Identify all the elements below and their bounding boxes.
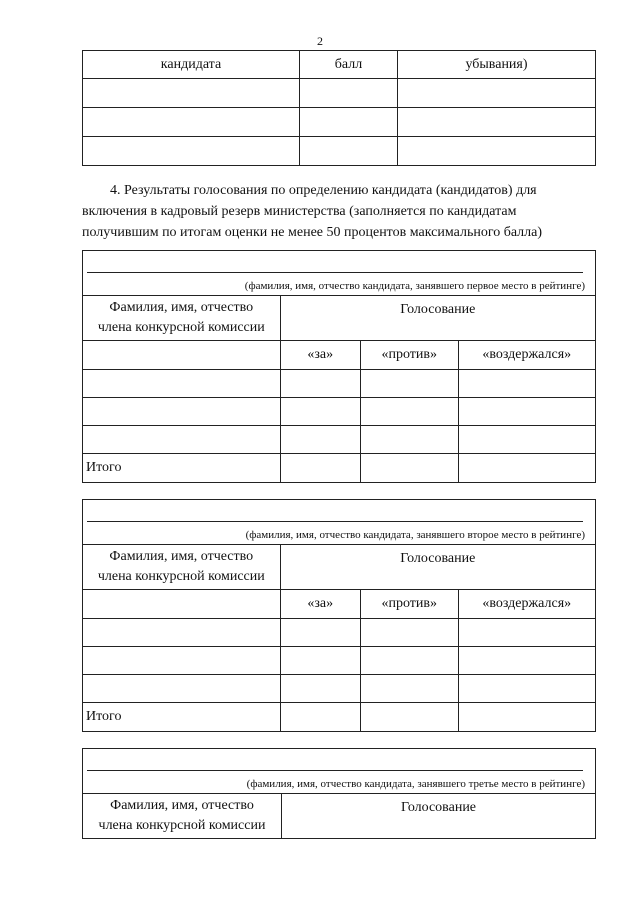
table-cell — [300, 79, 398, 108]
paragraph-line: получившим по итогам оценки не менее 50 процентов максимального балла) — [82, 225, 543, 240]
voting-table-third-place — [82, 748, 596, 839]
paragraph-line: 4. Результаты голосования по определению кандидата (кандидатов) для — [110, 183, 537, 198]
vote-header: Голосование — [280, 296, 595, 341]
table-cell — [83, 79, 300, 108]
table-cell — [300, 108, 398, 137]
table-row — [83, 137, 596, 166]
header-score: балл — [300, 51, 398, 79]
header-candidate: кандидата — [83, 51, 300, 79]
table-row — [83, 426, 596, 454]
table-row — [83, 398, 596, 426]
total-row — [83, 454, 596, 483]
vote-abstain-header: «воздержался» — [458, 590, 596, 619]
table-cell — [83, 108, 300, 137]
vote-against-header: «против» — [360, 341, 458, 370]
table-row — [83, 370, 596, 398]
table-row — [83, 619, 596, 647]
vote-abstain-header: «воздержался» — [458, 341, 596, 370]
table-row — [83, 675, 596, 703]
table-cell — [300, 137, 398, 166]
table-cell — [398, 108, 596, 137]
candidate-name-cell — [83, 500, 596, 545]
table-cell — [398, 137, 596, 166]
paragraph-line: включения в кадровый резерв министерства (заполняется по кандидатам — [82, 204, 517, 219]
candidate-caption: (фамилия, имя, отчество кандидата, занявшего первое место в рейтинге) — [244, 280, 585, 292]
table-cell — [398, 79, 596, 108]
table-cell — [83, 590, 281, 619]
name-underline — [87, 770, 583, 771]
candidate-caption: (фамилия, имя, отчество кандидата, занявшего второе место в рейтинге) — [245, 529, 585, 541]
table-cell — [83, 137, 300, 166]
member-header: Фамилия, имя, отчество члена конкурсной комиссии — [83, 794, 282, 839]
vote-against-header: «против» — [360, 590, 458, 619]
section-4-paragraph — [82, 180, 596, 243]
table-header-row — [83, 51, 596, 79]
voting-table-second-place — [82, 499, 596, 732]
vote-for-header: «за» — [280, 590, 360, 619]
vote-header: Голосование — [280, 545, 595, 590]
candidate-name-cell — [83, 749, 596, 794]
candidate-name-cell — [83, 251, 596, 296]
total-label: Итого — [83, 454, 281, 483]
candidate-caption: (фамилия, имя, отчество кандидата, занявшего третье место в рейтинге) — [246, 778, 585, 790]
table-cell — [83, 341, 281, 370]
vote-for-header: «за» — [280, 341, 360, 370]
header-order: убывания) — [398, 51, 596, 79]
voting-table-first-place — [82, 250, 596, 483]
table-row — [83, 108, 596, 137]
total-row — [83, 703, 596, 732]
member-header: Фамилия, имя, отчество члена конкурсной комиссии — [83, 296, 281, 341]
name-underline — [87, 521, 583, 522]
name-underline — [87, 272, 583, 273]
page-number: 2 — [317, 34, 323, 48]
total-label: Итого — [83, 703, 281, 732]
member-header: Фамилия, имя, отчество члена конкурсной комиссии — [83, 545, 281, 590]
table-row — [83, 79, 596, 108]
vote-header: Голосование — [282, 794, 596, 839]
table-row — [83, 647, 596, 675]
rating-table — [82, 50, 596, 166]
